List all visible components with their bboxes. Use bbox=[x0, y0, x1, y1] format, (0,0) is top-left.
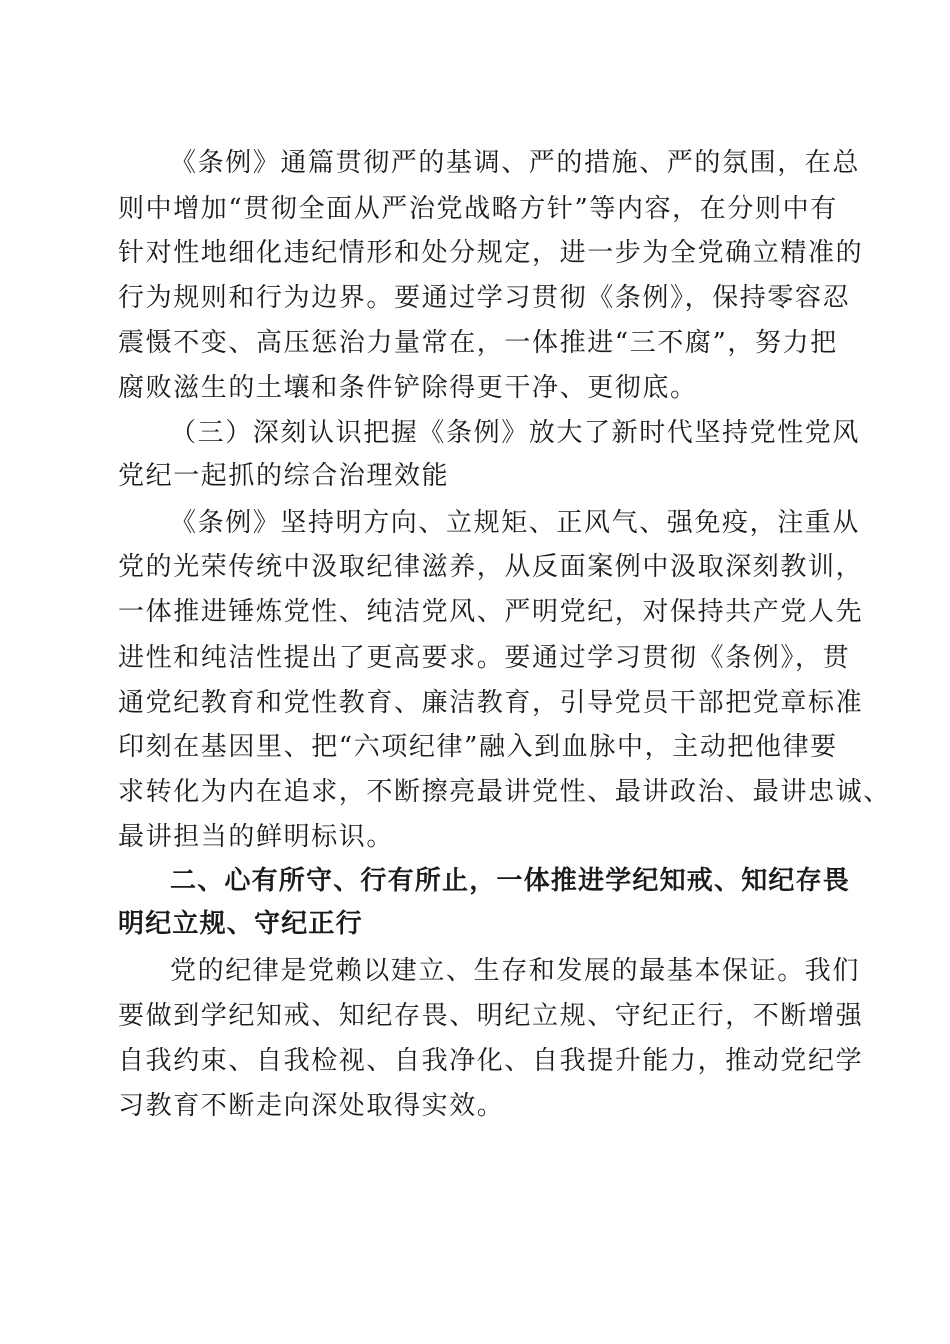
paragraph-3-line-2: 要做到学纪知戒、知纪存畏、明纪立规、守纪正行，不断增强 bbox=[118, 1001, 864, 1031]
section-2-heading-line-2: 明纪立规、守纪正行 bbox=[118, 909, 363, 939]
paragraph-2-line-7: 求转化为内在追求，不断擦亮最讲党性、最讲政治、最讲忠诚、 bbox=[118, 777, 891, 807]
section-3-heading-line-1: （三）深刻认识把握《条例》放大了新时代坚持党性党风 bbox=[170, 418, 861, 448]
paragraph-2-line-5: 通党纪教育和党性教育、廉洁教育，引导党员干部把党章标准 bbox=[118, 688, 864, 718]
paragraph-3-line-3: 自我约束、自我检视、自我净化、自我提升能力，推动党纪学 bbox=[118, 1046, 864, 1076]
paragraph-1-line-6: 腐败滋生的土壤和条件铲除得更干净、更彻底。 bbox=[118, 373, 698, 403]
section-3-heading-line-2: 党纪一起抓的综合治理效能 bbox=[118, 461, 450, 491]
paragraph-2-line-8: 最讲担当的鲜明标识。 bbox=[118, 822, 395, 852]
section-2-heading-line-1: 二、心有所守、行有所止，一体推进学纪知戒、知纪存畏 bbox=[170, 866, 851, 896]
paragraph-1-line-5: 震慑不变、高压惩治力量常在，一体推进“三不腐”，努力把 bbox=[118, 328, 838, 358]
paragraph-2-line-3: 一体推进锤炼党性、纯洁党风、严明党纪，对保持共产党人先 bbox=[118, 597, 864, 627]
paragraph-3-line-4: 习教育不断走向深处取得实效。 bbox=[118, 1091, 505, 1121]
paragraph-2-line-2: 党的光荣传统中汲取纪律滋养，从反面案例中汲取深刻教训， bbox=[118, 552, 864, 582]
paragraph-2-line-4: 进性和纯洁性提出了更高要求。要通过学习贯彻《条例》，贯 bbox=[118, 643, 851, 673]
paragraph-1-line-3: 针对性地细化违纪情形和处分规定，进一步为全党确立精准的 bbox=[118, 238, 864, 268]
paragraph-1-line-1: 《条例》通篇贯彻严的基调、严的措施、严的氛围，在总 bbox=[170, 148, 861, 178]
paragraph-2-line-1: 《条例》坚持明方向、立规矩、正风气、强免疫，注重从 bbox=[170, 508, 861, 538]
paragraph-1-line-4: 行为规则和行为边界。要通过学习贯彻《条例》，保持零容忍 bbox=[118, 283, 851, 313]
paragraph-1-line-2: 则中增加“贯彻全面从严治党战略方针”等内容，在分则中有 bbox=[118, 194, 838, 224]
paragraph-2-line-6: 印刻在基因里、把“六项纪律”融入到血脉中，主动把他律要 bbox=[118, 732, 838, 762]
paragraph-3-line-1: 党的纪律是党赖以建立、生存和发展的最基本保证。我们 bbox=[170, 956, 861, 986]
